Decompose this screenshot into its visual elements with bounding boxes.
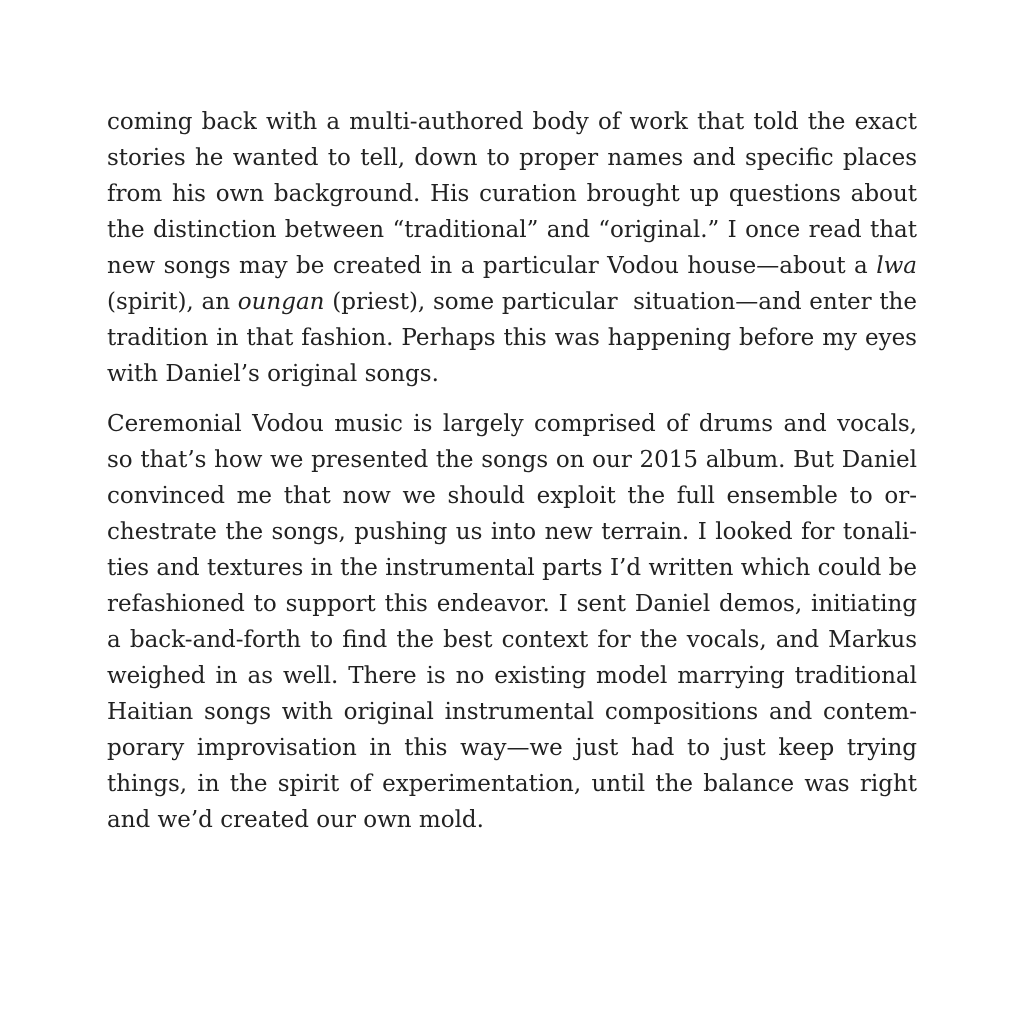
text-line: [107, 356, 917, 392]
text-line: [107, 284, 917, 320]
text-segment: so that’s how we presented the songs on our 2015 album. But Daniel: [107, 447, 917, 473]
text-segment: (spirit), an: [107, 289, 238, 315]
text-segment: coming back with a multi-authored body of work that told the exact: [107, 109, 917, 135]
text-segment: new songs may be created in a particular Vodou house—about a: [107, 253, 877, 279]
body-text: [107, 104, 917, 838]
text-segment: stories he wanted to tell, down to proper names and specific places: [107, 145, 917, 171]
italic-term: lwa: [876, 253, 917, 279]
paragraph: [107, 406, 917, 838]
text-line: [107, 104, 917, 140]
text-line: [107, 406, 917, 442]
text-line: [107, 176, 917, 212]
text-segment: chestrate the songs, pushing us into new terrain. I looked for tonali-: [107, 519, 917, 545]
text-segment: a back-and-forth to find the best context for the vocals, and Markus: [107, 627, 917, 653]
text-line: [107, 658, 917, 694]
text-line: [107, 320, 917, 356]
text-segment: Haitian songs with original instrumental compositions and contem-: [107, 699, 917, 725]
text-segment: from his own background. His curation brought up questions about: [107, 181, 917, 207]
text-line: [107, 248, 917, 284]
text-line: [107, 802, 917, 838]
text-segment: things, in the spirit of experimentation, until the balance was right: [107, 771, 917, 797]
text-line: [107, 586, 917, 622]
text-segment: and we’d created our own mold.: [107, 807, 484, 833]
text-segment: the distinction between “traditional” and “original.” I once read that: [107, 217, 917, 243]
text-line: [107, 514, 917, 550]
text-segment: (priest), some particular situation—and enter the: [324, 289, 917, 315]
text-line: [107, 140, 917, 176]
text-line: [107, 766, 917, 802]
text-line: [107, 478, 917, 514]
text-segment: with Daniel’s original songs.: [107, 361, 439, 387]
paragraph: [107, 104, 917, 392]
text-line: [107, 442, 917, 478]
text-line: [107, 694, 917, 730]
text-segment: porary improvisation in this way—we just had to just keep trying: [107, 735, 917, 761]
text-line: [107, 212, 917, 248]
text-line: [107, 550, 917, 586]
text-segment: convinced me that now we should exploit the full ensemble to or-: [107, 483, 917, 509]
text-line: [107, 730, 917, 766]
text-line: [107, 622, 917, 658]
text-segment: tradition in that fashion. Perhaps this was happening before my eyes: [107, 325, 917, 351]
text-segment: ties and textures in the instrumental parts I’d written which could be: [107, 555, 917, 581]
text-segment: weighed in as well. There is no existing model marrying traditional: [107, 663, 917, 689]
italic-term: oungan: [237, 289, 325, 315]
text-segment: Ceremonial Vodou music is largely comprised of drums and vocals,: [107, 411, 917, 437]
text-segment: refashioned to support this endeavor. I sent Daniel demos, initiating: [107, 591, 917, 617]
